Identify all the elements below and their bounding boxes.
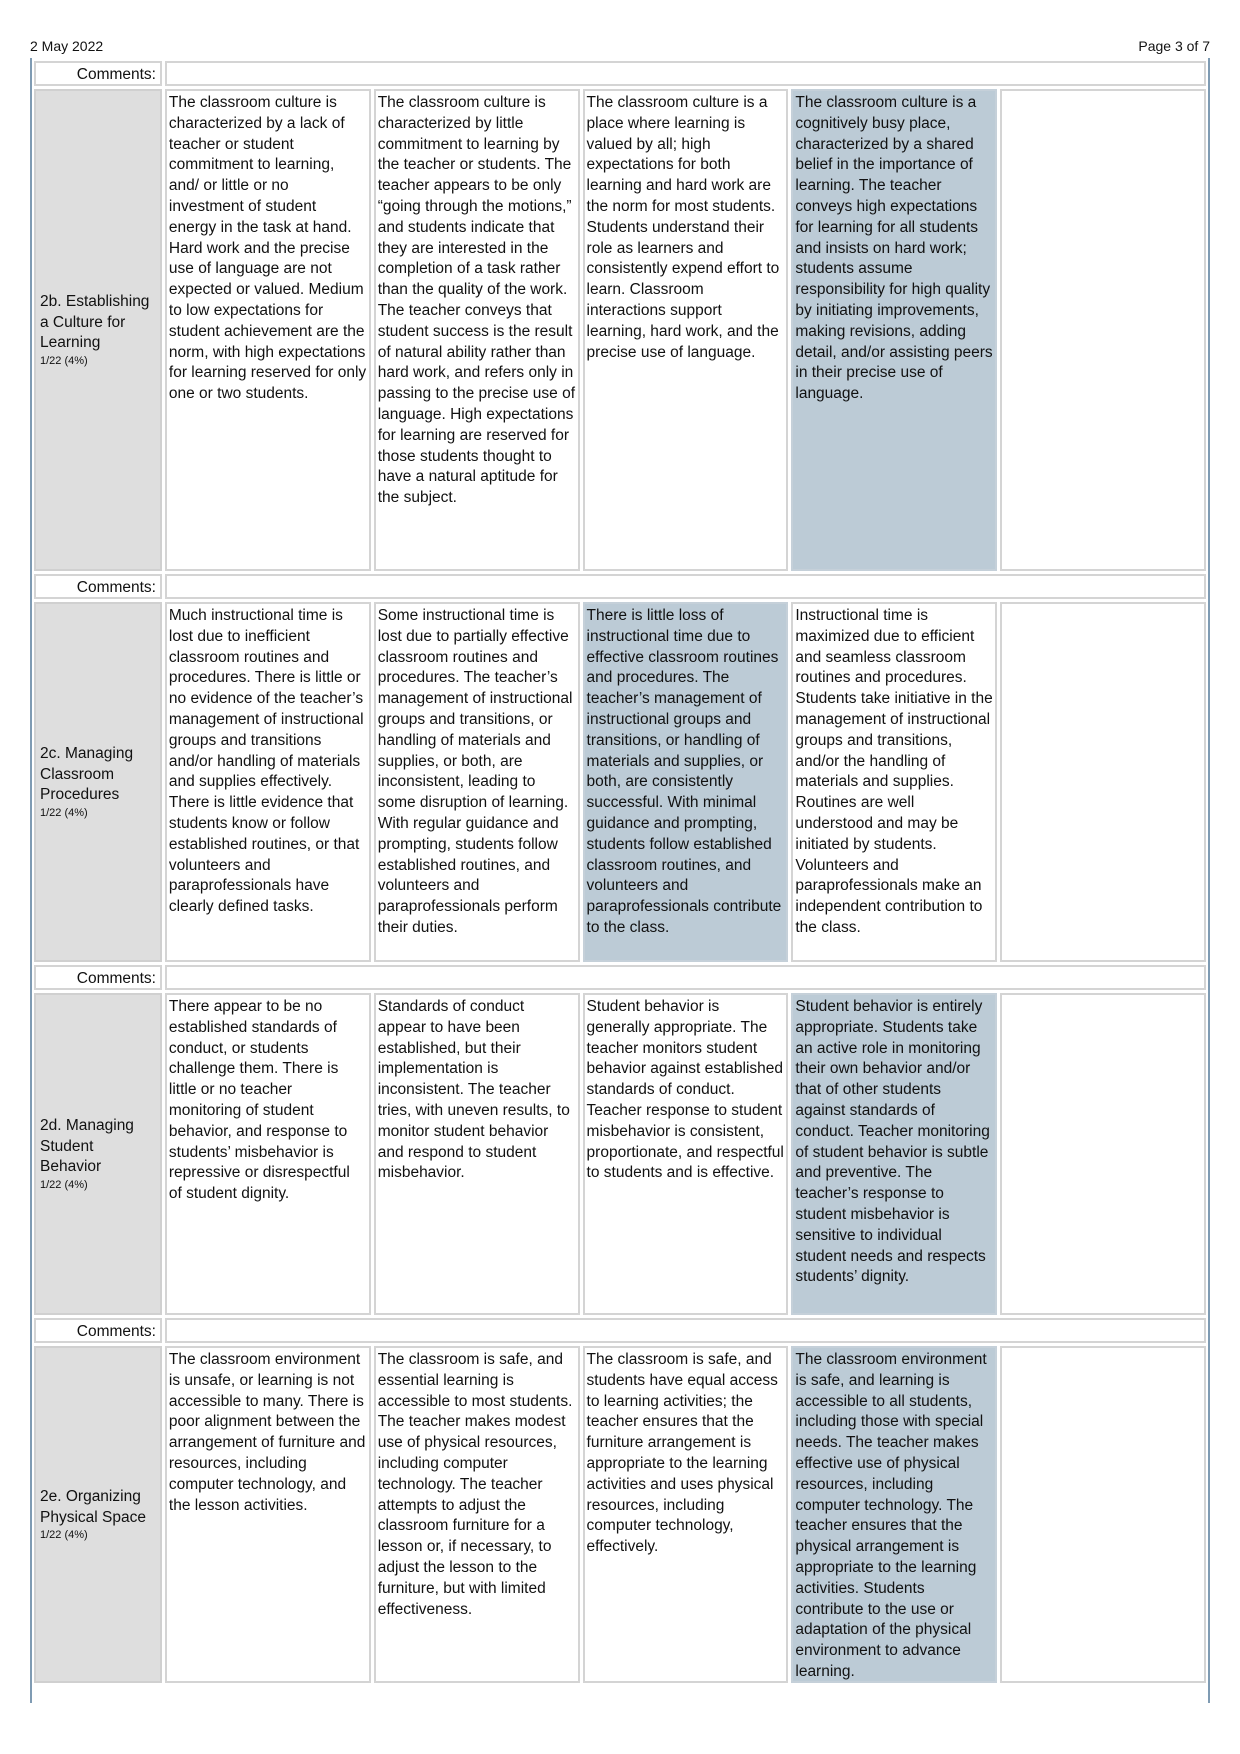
level-3-cell-selected[interactable]: There is little loss of instructional time due to effective classroom routines and procedures. The teacher’s management of instructional groups and transitions, or handling of materials and supplies, or both, are consistently successful. With minimal guidance and prompting, students follow established classroom routines, and volunteers and paraprofessionals contribute to the class. bbox=[583, 602, 789, 962]
rubric-row-2c bbox=[30, 599, 1210, 962]
level-5-cell[interactable] bbox=[1000, 993, 1206, 1315]
component-label bbox=[34, 1346, 162, 1683]
component-weight: 1/22 (4%) bbox=[40, 1529, 88, 1542]
component-weight: 1/22 (4%) bbox=[40, 1179, 88, 1192]
comments-label: Comments: bbox=[34, 61, 162, 86]
level-2-cell[interactable]: Some instructional time is lost due to partially effective classroom routines and procedures. The teacher’s management of instructional groups and transitions, or handling of materials and supplies, or both, are inconsistent, leading to some disruption of learning. With regular guidance and prompting, students follow established routines, and volunteers and paraprofessionals perform their duties. bbox=[374, 602, 580, 962]
level-5-cell[interactable] bbox=[1000, 89, 1206, 571]
level-1-cell[interactable]: Much instructional time is lost due to inefficient classroom routines and procedures. There is little or no evidence of the teacher’s management of instructional groups and transitions and/or handling of materials and supplies effectively. There is little evidence that students know or follow established routines, or that volunteers and paraprofessionals have clearly defined tasks. bbox=[165, 602, 371, 962]
component-label bbox=[34, 602, 162, 962]
component-label bbox=[34, 993, 162, 1315]
level-2-cell[interactable]: Standards of conduct appear to have been established, but their implementation is inconsistent. The teacher tries, with uneven results, to monitor student behavior and respond to student misbehavior. bbox=[374, 993, 580, 1315]
level-5-cell[interactable] bbox=[1000, 602, 1206, 962]
print-date: 2 May 2022 bbox=[30, 38, 104, 54]
level-4-cell[interactable]: Instructional time is maximized due to efficient and seamless classroom routines and procedures. Students take initiative in the management of instructional groups and transitions, and/or the handling of materials and supplies. Routines are well understood and may be initiated by students. Volunteers and paraprofessionals make an independent contribution to the class. bbox=[791, 602, 997, 962]
component-weight: 1/22 (4%) bbox=[40, 807, 88, 820]
comments-row bbox=[30, 962, 1210, 990]
component-name: 2b. Establishing a Culture for Learning bbox=[40, 292, 150, 352]
page-number: Page 3 of 7 bbox=[1138, 38, 1210, 54]
rubric-table bbox=[30, 58, 1210, 1683]
rubric-row-2e bbox=[30, 1343, 1210, 1683]
level-3-cell[interactable]: Student behavior is generally appropriate. The teacher monitors student behavior against established standards of conduct. Teacher response to student misbehavior is consistent, proportionate, and respectful to students and is effective. bbox=[583, 993, 789, 1315]
comments-field[interactable] bbox=[165, 61, 1206, 86]
level-4-cell-selected[interactable]: The classroom environment is safe, and learning is accessible to all students, including those with special needs. The teacher makes effective use of physical resources, including computer technology. The teacher ensures that the physical arrangement is appropriate to the learning activities. Students contribute to the use or adaptation of the physical environment to advance learning. bbox=[791, 1346, 997, 1683]
level-2-cell[interactable]: The classroom culture is characterized by little commitment to learning by the teacher or students. The teacher appears to be only “going through the motions,” and students indicate that they are interested in the completion of a task rather than the quality of the work. The teacher conveys that student success is the result of natural ability rather than hard work, and refers only in passing to the precise use of language. High expectations for learning are reserved for those students thought to have a natural aptitude for the subject. bbox=[374, 89, 580, 571]
component-name: 2e. Organizing Physical Space bbox=[40, 1487, 146, 1526]
level-1-cell[interactable]: The classroom culture is characterized by a lack of teacher or student commitment to learning, and/ or little or no investment of student energy in the task at hand. Hard work and the precise use of language are not expected or valued. Medium to low expectations for student achievement are the norm, with high expectations for learning reserved for only one or two students. bbox=[165, 89, 371, 571]
comments-field[interactable] bbox=[165, 1318, 1206, 1343]
rubric-row-2b bbox=[30, 86, 1210, 571]
comments-field[interactable] bbox=[165, 574, 1206, 599]
level-4-cell-selected[interactable]: The classroom culture is a cognitively busy place, characterized by a shared belief in the importance of learning. The teacher conveys high expectations for learning for all students and insists on hard work; students assume responsibility for high quality by initiating improvements, making revisions, adding detail, and/or assisting peers in their precise use of language. bbox=[791, 89, 997, 571]
page-header bbox=[30, 38, 1210, 58]
comments-label: Comments: bbox=[34, 965, 162, 990]
level-3-cell[interactable]: The classroom is safe, and students have equal access to learning activities; the teacher ensures that the furniture arrangement is appropriate to the learning activities and uses physical resources, including computer technology, effectively. bbox=[583, 1346, 789, 1683]
component-name: 2d. Managing Student Behavior bbox=[40, 1116, 134, 1176]
level-5-cell[interactable] bbox=[1000, 1346, 1206, 1683]
level-1-cell[interactable]: There appear to be no established standards of conduct, or students challenge them. There is little or no teacher monitoring of student behavior, and response to students’ misbehavior is repressive or disrespectful of student dignity. bbox=[165, 993, 371, 1315]
level-4-cell-selected[interactable]: Student behavior is entirely appropriate. Students take an active role in monitoring their own behavior and/or that of other students against standards of conduct. Teacher monitoring of student behavior is subtle and preventive. The teacher’s response to student misbehavior is sensitive to individual student needs and respects students’ dignity. bbox=[791, 993, 997, 1315]
rubric-row-2d bbox=[30, 990, 1210, 1315]
level-1-cell[interactable]: The classroom environment is unsafe, or learning is not accessible to many. There is poor alignment between the arrangement of furniture and resources, including computer technology, and the lesson activities. bbox=[165, 1346, 371, 1683]
level-3-cell[interactable]: The classroom culture is a place where learning is valued by all; high expectations for both learning and hard work are the norm for most students. Students understand their role as learners and consistently expend effort to learn. Classroom interactions support learning, hard work, and the precise use of language. bbox=[583, 89, 789, 571]
comments-label: Comments: bbox=[34, 1318, 162, 1343]
comments-row bbox=[30, 58, 1210, 86]
comments-row bbox=[30, 1315, 1210, 1343]
comments-field[interactable] bbox=[165, 965, 1206, 990]
comments-row bbox=[30, 571, 1210, 599]
level-2-cell[interactable]: The classroom is safe, and essential learning is accessible to most students. The teacher makes modest use of physical resources, including computer technology. The teacher attempts to adjust the classroom furniture for a lesson or, if necessary, to adjust the lesson to the furniture, but with limited effectiveness. bbox=[374, 1346, 580, 1683]
component-weight: 1/22 (4%) bbox=[40, 355, 88, 368]
component-name: 2c. Managing Classroom Procedures bbox=[40, 744, 134, 804]
component-label bbox=[34, 89, 162, 571]
comments-label: Comments: bbox=[34, 574, 162, 599]
